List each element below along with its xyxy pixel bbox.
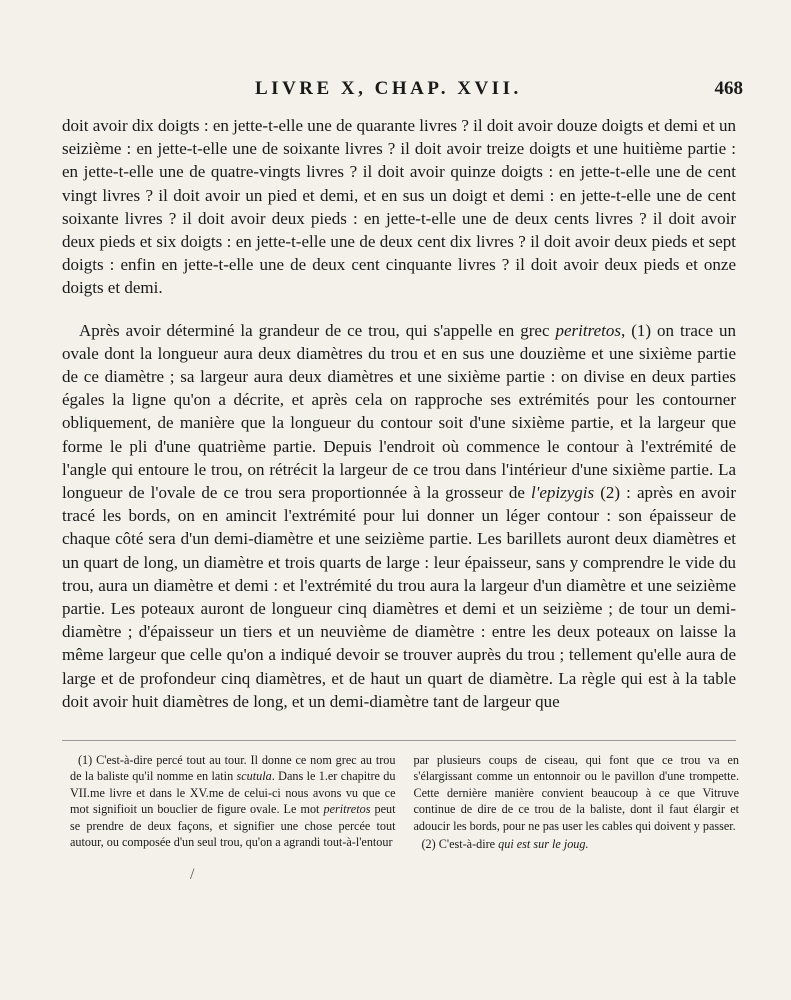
footnote-1-part-b: . Dans le 1.er chapitre du VII.me livre et dans le XV.me de celui-ci nous avons vu que ce mot signifioit un bouclier de figure ovale. Le mot	[70, 769, 396, 817]
footnote-2-part-a: (2) C'est-à-dire	[421, 837, 499, 852]
footnote-1	[70, 752, 396, 850]
greek-term-peritretos: peritretos	[555, 320, 621, 340]
paragraph-2	[62, 319, 736, 713]
main-text	[62, 114, 736, 713]
footnote-term-peritretos: peritretos	[323, 802, 371, 817]
footnote-1-continued: par plusieurs coups de ciseau, qui font que ce trou va en s'élargissant comme un entonnoir ou le pavillon d'une trompette. Cette dernière manière convient beaucoup à ce que Vitruve continue de dire de ce trou de la baliste, dont il faut élargir et adoucir les bords, pour ne pas user les cables qui doivent y passer.	[413, 753, 739, 833]
paragraph-2-part-a: Après avoir déterminé la grandeur de ce trou, qui s'appelle en grec	[79, 320, 556, 340]
footnote-1-part-c: peut se prendre de deux façons, et signifier une chose percée tout autour, ou composée d'un seul trou, qu'on a agrandi tout-à-l'entour	[70, 802, 396, 850]
paragraph-2-part-b: , (1) on trace un ovale dont la longueur aura deux diamètres du trou et en sus une douzième et une sixième partie de ce diamètre ; sa largeur aura deux diamètres et une sixième partie : on divise en deux parties égales la ligne qu'on a décrite, et après cela on rapproche ses extrémités pour les contourner obliquement, de manière que la longueur du contour soit d'une sixième partie, et la largeur que forme le pli d'une quatrième partie. Depuis l'endroit où commence le contour à l'extrémité de l'angle qui entoure le trou, on rétrécit la largeur de ce trou dans l'intérieur d'une sixième partie. La longueur de l'ovale de ce trou sera proportionnée à la grosseur de	[62, 320, 736, 503]
paragraph-2-part-c: (2) : après en avoir tracé les bords, on en amincit l'extrémité pour lui donner un léger contour : son épaisseur de chaque côté sera d'un demi-diamètre et une seizième partie. Les barillets auront deux diamètres et un quart de long, un diamètre et trois quarts de large : leur épaisseur, sans y comprendre le vide du trou, aura un diamètre et demi : et l'extrémité du trou aura la largeur d'un diamètre et une seizième partie. Les poteaux auront de longueur cinq diamètres et demi et un seizième ; de tour un demi-diamètre ; d'épaisseur un tiers et un neuvième de diamètre : entre les deux poteaux on laisse la même largeur que celle qu'on a indiqué devoir se trouver auprès du trou ; tellement qu'elle aura de large et de profondeur cinq diamètres, et de haut un quart de diamètre. La règle qui est à la table doit avoir huit diamètres de long, et un demi-diamètre tant de largeur que	[62, 483, 737, 711]
footnote-divider	[62, 740, 736, 741]
footnote-2-term: qui est sur le joug.	[498, 837, 589, 852]
margin-mark: /	[190, 866, 195, 883]
running-title: LIVRE X, CHAP. XVII.	[255, 78, 522, 99]
latin-term-scutula: scutula	[236, 769, 272, 784]
greek-term-epizygis: l'epizygis	[530, 483, 595, 503]
footnotes	[70, 752, 739, 852]
footnote-column-left	[70, 752, 396, 852]
page-header	[255, 78, 743, 104]
footnote-1-part-a: (1) C'est-à-dire percé tout au tour. Il donne ce nom grec au trou de la baliste qu'il nomme en latin	[70, 753, 396, 784]
paragraph-1: doit avoir dix doigts : en jette-t-elle une de quarante livres ? il doit avoir douze doigts et demi et un seizième : en jette-t-elle une de soixante livres ? il doit avoir treize doigts et une huitième partie : en jette-t-elle une de quatre-vingts livres ? il doit avoir quinze doigts : en jette-t-elle une de cent vingt livres ? il doit avoir un pied et demi, et en sus un doigt et demi : en jette-t-elle une de cent soixante livres ? il doit avoir deux pieds : en jette-t-elle une de deux cents livres ? il doit avoir deux pieds et six doigts : en jette-t-elle une de deux cent dix livres ? il doit avoir deux pieds et sept doigts : enfin en jette-t-elle une de deux cent cinquante livres ? il doit avoir deux pieds et onze doigts et demi.	[62, 116, 736, 298]
page-number: 468	[714, 78, 743, 99]
footnote-2	[414, 836, 740, 852]
footnote-column-right	[414, 752, 740, 852]
